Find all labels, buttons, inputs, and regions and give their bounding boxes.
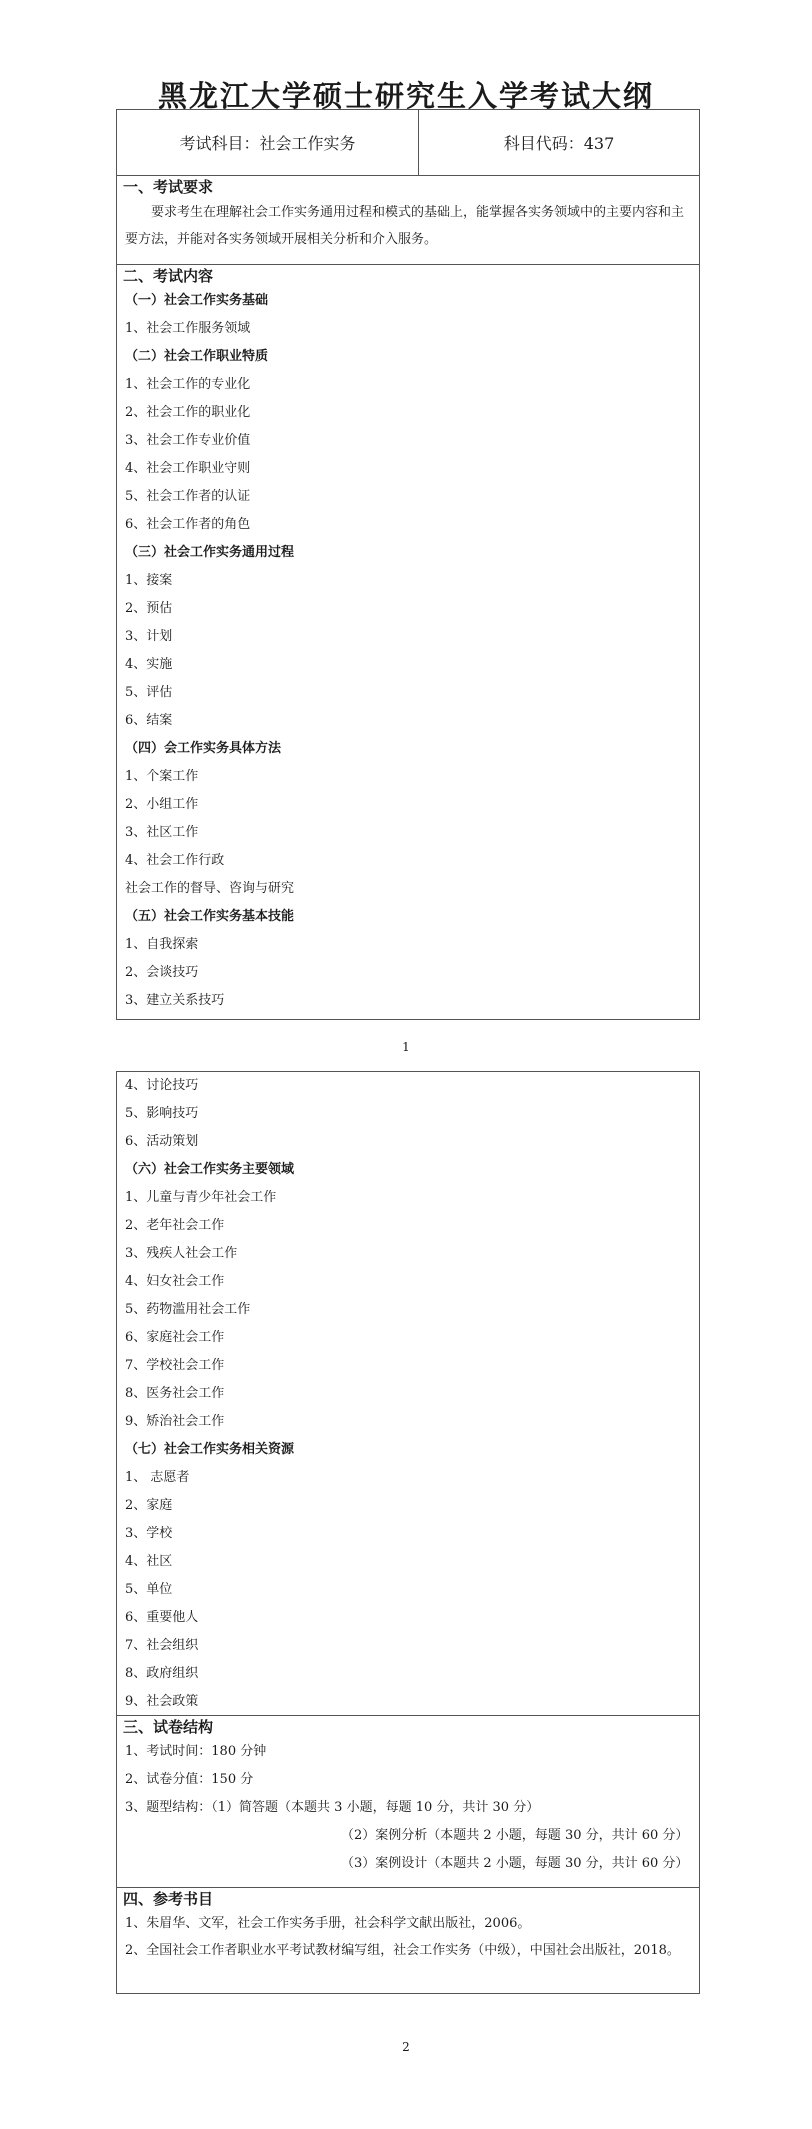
- paper-structure-list: [117, 1738, 699, 1878]
- exam-content-list-page-1: [117, 287, 699, 1015]
- content-subheading: （七）社会工作实务相关资源: [125, 1442, 295, 1457]
- references-heading: 四、参考书目: [123, 1890, 214, 1908]
- content-item: 5、影响技巧: [125, 1106, 199, 1121]
- content-item: 4、讨论技巧: [125, 1078, 199, 1093]
- structure-item: 3、题型结构：（1）简答题（本题共 3 小题，每题 10 分，共计 30 分）: [125, 1800, 540, 1815]
- content-item: 6、社会工作者的角色: [125, 517, 251, 532]
- content-item: 3、计划: [125, 629, 173, 644]
- content-item: 3、建立关系技巧: [125, 993, 225, 1008]
- content-item: 6、活动策划: [125, 1134, 199, 1149]
- content-item: 6、重要他人: [125, 1610, 199, 1625]
- content-subheading: （三）社会工作实务通用过程: [125, 545, 295, 560]
- content-item: 2、社会工作的职业化: [125, 405, 251, 420]
- content-item: 1、社会工作服务领域: [125, 321, 251, 336]
- content-item: 1、社会工作的专业化: [125, 377, 251, 392]
- content-subheading: （二）社会工作职业特质: [125, 349, 269, 364]
- outline-table-page-1: [116, 109, 700, 1020]
- content-item: 9、社会政策: [125, 1694, 199, 1709]
- outline-table-page-2: [116, 1071, 700, 1994]
- structure-item: （2）案例分析（本题共 2 小题，每题 30 分，共计 60 分）: [341, 1828, 689, 1843]
- content-subheading: （四）会工作实务具体方法: [125, 741, 282, 756]
- content-item: 1、 志愿者: [125, 1470, 190, 1485]
- content-item: 1、自我探索: [125, 937, 199, 952]
- content-item: 2、家庭: [125, 1498, 173, 1513]
- paper-structure-section: [117, 1716, 699, 1888]
- paper-structure-heading: 三、试卷结构: [123, 1718, 214, 1736]
- content-subheading: （五）社会工作实务基本技能: [125, 909, 295, 924]
- reference-item: 1、朱眉华、文军，社会工作实务手册，社会科学文献出版社，2006。: [125, 1916, 531, 1931]
- content-item: 5、评估: [125, 685, 173, 700]
- exam-content-continued-section: [117, 1072, 699, 1716]
- document-title: 黑龙江大学硕士研究生入学考试大纲: [157, 79, 654, 113]
- content-item: 3、学校: [125, 1526, 173, 1541]
- page-number-2: 2: [402, 2040, 410, 2054]
- content-item: 7、学校社会工作: [125, 1358, 225, 1373]
- content-item: 5、单位: [125, 1582, 173, 1597]
- content-item: 4、妇女社会工作: [125, 1274, 225, 1289]
- exam-requirements-text: 要求考生在理解社会工作实务通用过程和模式的基础上，能掌握各实务领域中的主要内容和主要方法，并能对各实务领域开展相关分析和介入服务。: [125, 205, 685, 247]
- content-subheading: （一）社会工作实务基础: [125, 293, 269, 308]
- references-section: [117, 1888, 699, 1964]
- subject-name-cell: 考试科目：社会工作实务: [117, 110, 419, 175]
- content-item: 9、矫治社会工作: [125, 1414, 225, 1429]
- subject-header-row: [117, 110, 699, 176]
- exam-content-section: [117, 265, 699, 1015]
- content-item: 2、会谈技巧: [125, 965, 199, 980]
- content-item: 社会工作的督导、咨询与研究: [125, 881, 295, 896]
- content-item: 3、社区工作: [125, 825, 199, 840]
- structure-item: 2、试卷分值：150 分: [125, 1772, 254, 1787]
- content-item: 4、社区: [125, 1554, 173, 1569]
- exam-content-list-page-2: [117, 1072, 699, 1716]
- content-item: 2、预估: [125, 601, 173, 616]
- subject-code-cell: 科目代码：437: [503, 134, 615, 153]
- content-item: 6、结案: [125, 713, 173, 728]
- content-item: 3、社会工作专业价值: [125, 433, 251, 448]
- content-item: 5、社会工作者的认证: [125, 489, 251, 504]
- content-item: 8、政府组织: [125, 1666, 199, 1681]
- content-item: 3、残疾人社会工作: [125, 1246, 238, 1261]
- content-item: 1、儿童与青少年社会工作: [125, 1190, 277, 1205]
- content-item: 7、社会组织: [125, 1638, 199, 1653]
- content-item: 1、个案工作: [125, 769, 199, 784]
- references-list: [117, 1910, 699, 1964]
- content-item: 6、家庭社会工作: [125, 1330, 225, 1345]
- content-item: 4、社会工作行政: [125, 853, 225, 868]
- content-item: 2、小组工作: [125, 797, 199, 812]
- content-subheading: （六）社会工作实务主要领域: [125, 1162, 295, 1177]
- reference-item: 2、全国社会工作者职业水平考试教材编写组，社会工作实务（中级），中国社会出版社，2018。: [125, 1943, 680, 1958]
- exam-content-heading: 二、考试内容: [123, 267, 214, 285]
- content-item: 8、医务社会工作: [125, 1386, 225, 1401]
- content-item: 5、药物滥用社会工作: [125, 1302, 251, 1317]
- page-number-1: 1: [402, 1040, 410, 1054]
- content-item: 1、接案: [125, 573, 173, 588]
- structure-item: 1、考试时间：180 分钟: [125, 1744, 267, 1759]
- content-item: 4、实施: [125, 657, 173, 672]
- structure-item: （3）案例设计（本题共 2 小题，每题 30 分，共计 60 分）: [341, 1856, 689, 1871]
- exam-requirements-heading: 一、考试要求: [123, 178, 214, 196]
- content-item: 2、老年社会工作: [125, 1218, 225, 1233]
- content-item: 4、社会工作职业守则: [125, 461, 251, 476]
- exam-requirements-section: [117, 176, 699, 265]
